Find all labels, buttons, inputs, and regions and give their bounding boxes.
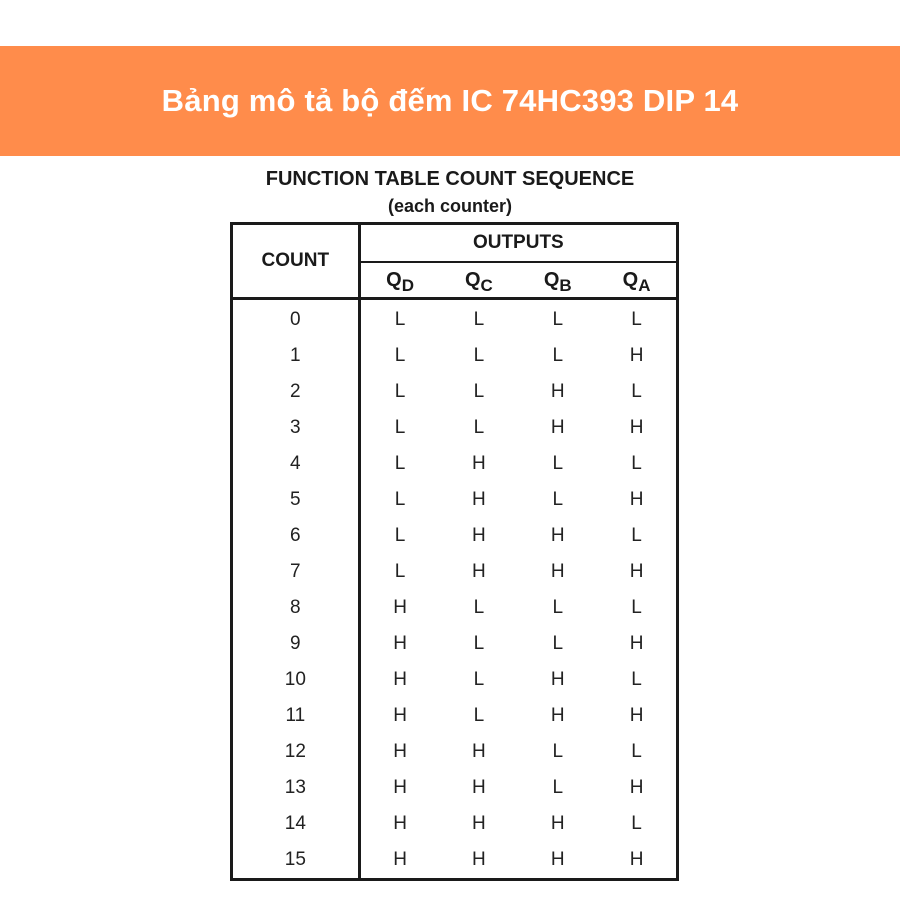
output-cell: H — [393, 705, 407, 726]
title-banner — [0, 46, 900, 156]
count-cell: 0 — [232, 299, 360, 339]
output-cell: L — [552, 741, 564, 762]
table-header-row — [232, 224, 678, 263]
table-row — [232, 770, 678, 806]
table-row — [232, 734, 678, 770]
table-row — [232, 518, 678, 554]
page-title: Bảng mô tả bộ đếm IC 74HC393 DIP 14 — [161, 83, 739, 118]
output-cell: L — [394, 561, 406, 582]
output-header-subscript: B — [559, 275, 572, 295]
output-cell: H — [550, 417, 565, 438]
output-cell: H — [393, 849, 407, 870]
output-cell: H — [472, 561, 486, 582]
count-cell: 14 — [232, 806, 360, 842]
count-cell: 3 — [232, 410, 360, 446]
output-cell: H — [472, 849, 486, 870]
output-cell: H — [629, 633, 644, 654]
output-cell: L — [552, 489, 564, 510]
output-cell: H — [393, 813, 407, 834]
output-cell: L — [394, 525, 406, 546]
output-cell: H — [550, 669, 565, 690]
count-cell: 9 — [232, 626, 360, 662]
output-cell: H — [393, 633, 407, 654]
output-cell: L — [631, 597, 642, 618]
output-cell: L — [473, 381, 485, 402]
output-cell: L — [394, 489, 406, 510]
output-cell: H — [472, 741, 486, 762]
output-cell: L — [394, 453, 406, 474]
count-cell: 15 — [232, 842, 360, 880]
outputs-column-header: OUTPUTS — [359, 224, 677, 263]
output-header-qb — [518, 262, 597, 299]
output-cell: L — [552, 309, 564, 330]
output-header-letter: Q — [386, 268, 402, 291]
output-cell: L — [552, 633, 564, 654]
table-body — [232, 299, 678, 880]
function-table — [230, 222, 679, 881]
count-cell: 6 — [232, 518, 360, 554]
output-cell: L — [473, 669, 485, 690]
table-row — [232, 482, 678, 518]
output-cell: L — [631, 453, 642, 474]
table-row — [232, 446, 678, 482]
output-cell: H — [472, 525, 486, 546]
output-cell: H — [629, 417, 644, 438]
count-cell: 1 — [232, 338, 360, 374]
output-cell: H — [629, 489, 644, 510]
output-cell: H — [472, 453, 486, 474]
table-row — [232, 410, 678, 446]
output-header-subscript: D — [401, 275, 414, 295]
output-cell: H — [550, 561, 565, 582]
output-cell: L — [631, 813, 642, 834]
output-cell: H — [629, 777, 644, 798]
output-header-letter: Q — [543, 268, 560, 291]
output-cell: H — [393, 669, 407, 690]
count-cell: 4 — [232, 446, 360, 482]
output-cell: H — [472, 777, 486, 798]
count-cell: 5 — [232, 482, 360, 518]
output-cell: H — [629, 345, 644, 366]
output-header-qd — [359, 262, 439, 299]
output-cell: H — [550, 381, 565, 402]
output-cell: H — [629, 561, 644, 582]
output-cell: H — [472, 813, 486, 834]
output-cell: H — [629, 849, 644, 870]
output-cell: L — [394, 381, 406, 402]
output-cell: H — [550, 525, 565, 546]
output-cell: H — [472, 489, 486, 510]
table-row — [232, 662, 678, 698]
table-row — [232, 299, 678, 339]
count-cell: 7 — [232, 554, 360, 590]
table-row — [232, 590, 678, 626]
table-row — [232, 806, 678, 842]
output-cell: H — [393, 777, 407, 798]
output-cell: L — [552, 453, 564, 474]
table-row — [232, 338, 678, 374]
table-row — [232, 626, 678, 662]
output-cell: L — [631, 381, 642, 402]
output-cell: L — [473, 705, 485, 726]
table-row — [232, 842, 678, 880]
output-cell: L — [552, 597, 564, 618]
output-cell: L — [473, 417, 485, 438]
count-cell: 2 — [232, 374, 360, 410]
output-cell: L — [473, 597, 485, 618]
output-header-qa — [597, 262, 677, 299]
output-cell: L — [631, 669, 642, 690]
output-cell: L — [552, 345, 564, 366]
count-column-header: COUNT — [232, 224, 360, 299]
output-cell: L — [473, 633, 485, 654]
count-cell: 8 — [232, 590, 360, 626]
output-cell: H — [550, 849, 565, 870]
output-cell: L — [631, 525, 642, 546]
table-row — [232, 554, 678, 590]
output-cell: L — [473, 345, 485, 366]
table-row — [232, 374, 678, 410]
table-subheading: (each counter) — [387, 196, 513, 216]
count-cell: 12 — [232, 734, 360, 770]
output-cell: L — [394, 417, 406, 438]
output-header-subscript: C — [480, 275, 493, 295]
output-cell: L — [552, 777, 564, 798]
output-cell: H — [629, 705, 644, 726]
output-cell: L — [631, 741, 642, 762]
output-cell: L — [394, 309, 406, 330]
output-header-letter: Q — [464, 268, 481, 291]
output-cell: L — [473, 309, 485, 330]
count-cell: 11 — [232, 698, 360, 734]
output-cell: H — [393, 741, 407, 762]
output-cell: L — [631, 309, 642, 330]
output-cell: H — [550, 705, 565, 726]
output-header-qc — [440, 262, 519, 299]
table-heading: FUNCTION TABLE COUNT SEQUENCE — [265, 168, 635, 190]
count-cell: 13 — [232, 770, 360, 806]
output-cell: H — [550, 813, 565, 834]
output-header-subscript: A — [638, 275, 651, 295]
count-cell: 10 — [232, 662, 360, 698]
table-row — [232, 698, 678, 734]
output-cell: H — [393, 597, 407, 618]
output-header-letter: Q — [622, 268, 639, 291]
output-cell: L — [394, 345, 406, 366]
